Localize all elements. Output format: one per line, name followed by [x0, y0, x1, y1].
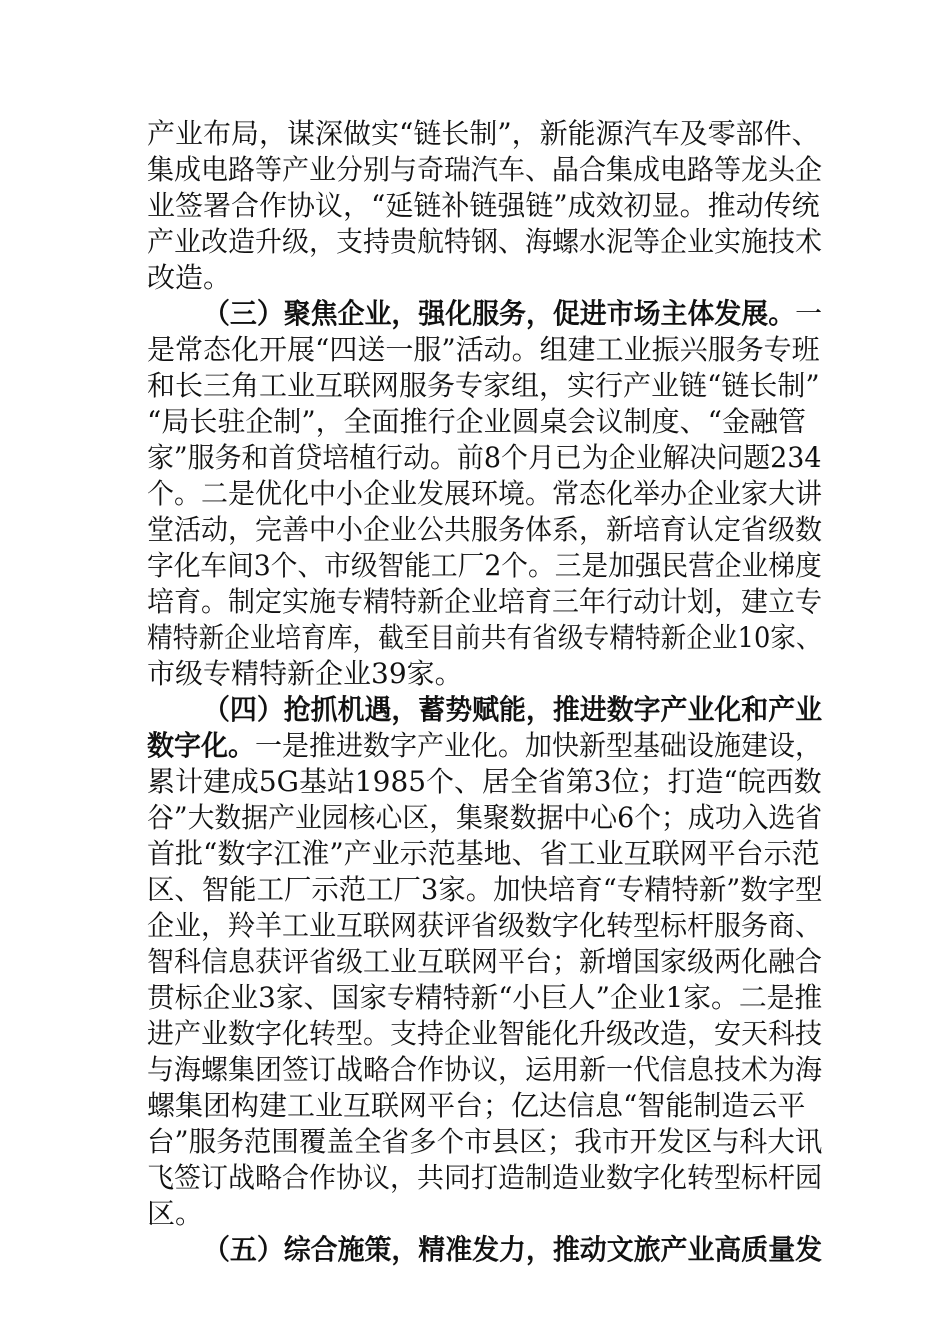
text-line: 智科信息获评省级工业互联网平台；新增国家级两化融合 [147, 945, 823, 978]
text-line: 集成电路等产业分别与奇瑞汽车、晶合集成电路等龙头企 [147, 153, 823, 186]
text-line: 家”服务和首贷培植行动。前8个月已为企业解决问题234 [147, 441, 822, 474]
text-line: 谷”大数据产业园核心区，集聚数据中心6个；成功入选省 [147, 801, 823, 834]
text-line: 产业改造升级，支持贵航特钢、海螺水泥等企业实施技术 [147, 225, 823, 258]
text-line: 企业，羚羊工业互联网获评省级数字化转型标杆服务商、 [147, 909, 823, 942]
text-line: 堂活动，完善中小企业公共服务体系，新培育认定省级数 [147, 513, 823, 546]
text-line: 字化车间3个、市级智能工厂2个。三是加强民营企业梯度 [147, 549, 822, 582]
text-line: “局长驻企制”，全面推行企业圆桌会议制度、“金融管 [147, 405, 806, 438]
text-line: 精特新企业培育库，截至目前共有省级专精特新企业10家、 [147, 621, 822, 654]
text-line: 业签署合作协议，“延链补链强链”成效初显。推动传统 [147, 189, 820, 222]
section-heading-3-line [203, 296, 822, 332]
section-heading-4-continued-line [147, 728, 822, 764]
text-line: 产业布局，谋深做实“链长制”，新能源汽车及零部件、 [147, 117, 820, 150]
text-line: 和长三角工业互联网服务专家组，实行产业链“链长制” [147, 369, 820, 402]
text-line: 飞签订战略合作协议，共同打造制造业数字化转型标杆园 [147, 1161, 823, 1194]
text-line: 是常态化开展“四送一服”活动。组建工业振兴服务专班 [147, 333, 820, 366]
text-fragment: 一是推进数字产业化。加快新型基础设施建设， [255, 729, 823, 762]
text-line: 个。二是优化中小企业发展环境。常态化举办企业家大讲 [147, 477, 823, 510]
section-heading-5: （五）综合施策，精准发力，推动文旅产业高质量发 [203, 1233, 823, 1266]
section-heading-4: （四）抢抓机遇，蓄势赋能，推进数字产业化和产业 [203, 693, 823, 726]
text-line: 区。 [147, 1197, 204, 1230]
section-heading-4-end: 数字化。 [147, 729, 256, 762]
text-line: 市级专精特新企业39家。 [147, 657, 463, 690]
text-line: 螺集团构建工业互联网平台；亿达信息“智能制造云平 [147, 1089, 806, 1122]
text-line: 台”服务范围覆盖全省多个市县区；我市开发区与科大讯 [147, 1125, 823, 1158]
text-line: 培育。制定实施专精特新企业培育三年行动计划，建立专 [147, 585, 823, 618]
text-line: 首批“数字江淮”产业示范基地、省工业互联网平台示范 [147, 837, 820, 870]
text-fragment: 一 [795, 297, 823, 330]
text-line: 改造。 [147, 261, 232, 294]
text-line: 进产业数字化转型。支持企业智能化升级改造，安天科技 [147, 1017, 823, 1050]
text-line: 累计建成5G基站1985个、居全省第3位；打造“皖西数 [147, 765, 822, 798]
section-heading-3: （三）聚焦企业，强化服务，促进市场主体发展。 [203, 297, 796, 330]
text-line: 贯标企业3家、国家专精特新“小巨人”企业1家。二是推 [147, 981, 823, 1014]
text-line: 区、智能工厂示范工厂3家。加快培育“专精特新”数字型 [147, 873, 823, 906]
text-line: 与海螺集团签订战略合作协议，运用新一代信息技术为海 [147, 1053, 823, 1086]
